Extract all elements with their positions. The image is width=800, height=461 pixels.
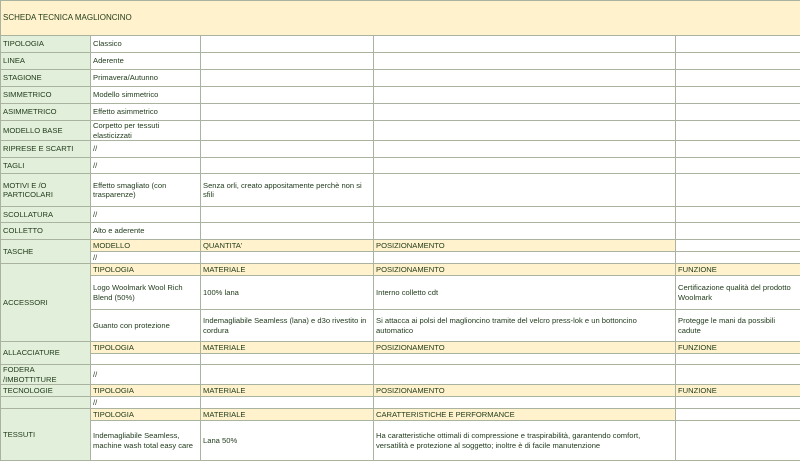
row-label-scollatura: SCOLLATURA — [1, 207, 91, 223]
empty-cell — [374, 141, 676, 158]
row-value-asimmetrico: Effetto asimmetrico — [91, 104, 201, 121]
empty-cell — [374, 87, 676, 104]
empty-cell — [374, 207, 676, 223]
row-value-linea: Aderente — [91, 53, 201, 70]
empty-cell — [374, 158, 676, 174]
row-value-colletto: Alto e aderente — [91, 223, 201, 240]
accessori-item-tipologia: Guanto con protezione — [91, 310, 201, 342]
row-label-colletto: COLLETTO — [1, 223, 91, 240]
empty-cell — [676, 409, 800, 421]
accessori-header-posizionamento: POSIZIONAMENTO — [374, 264, 676, 276]
empty-cell — [676, 70, 800, 87]
empty-cell — [201, 223, 374, 240]
empty-cell — [201, 121, 374, 141]
empty-cell — [374, 121, 676, 141]
empty-cell — [676, 223, 800, 240]
empty-cell — [374, 174, 676, 207]
tasche-value: // — [91, 252, 201, 264]
empty-cell — [676, 174, 800, 207]
allacciature-header-posizionamento: POSIZIONAMENTO — [374, 342, 676, 354]
tessuti-header-caratteristiche: CARATTERISTICHE E PERFORMANCE — [374, 409, 676, 421]
empty-cell — [201, 104, 374, 121]
sheet-title: SCHEDA TECNICA MAGLIONCINO — [1, 1, 800, 36]
row-value-tipologia: Classico — [91, 36, 201, 53]
section-label-allacciature: ALLACCIATURE — [1, 342, 91, 365]
accessori-item-materiale: 100% lana — [201, 276, 374, 310]
empty-cell — [374, 53, 676, 70]
accessori-item-posizionamento: Interno colletto cdt — [374, 276, 676, 310]
empty-cell — [201, 87, 374, 104]
tessuti-header-tipologia: TIPOLOGIA — [91, 409, 201, 421]
empty-cell — [374, 354, 676, 365]
accessori-header-tipologia: TIPOLOGIA — [91, 264, 201, 276]
empty-cell — [374, 70, 676, 87]
row-label-tagli: TAGLI — [1, 158, 91, 174]
allacciature-header-materiale: MATERIALE — [201, 342, 374, 354]
allacciature-header-funzione: FUNZIONE — [676, 342, 800, 354]
empty-cell — [676, 365, 800, 385]
accessori-item-funzione: Certificazione qualità del prodotto Woolmark — [676, 276, 800, 310]
empty-cell — [201, 365, 374, 385]
empty-cell — [676, 252, 800, 264]
empty-cell — [676, 53, 800, 70]
row-label-asimmetrico: ASIMMETRICO — [1, 104, 91, 121]
empty-cell — [374, 36, 676, 53]
row-value-tagli: // — [91, 158, 201, 174]
empty-cell — [676, 36, 800, 53]
tessuti-tipologia: Indemagliabile Seamless, machine wash total easy care — [91, 421, 201, 461]
row-value-fodera: // — [91, 365, 201, 385]
empty-cell — [201, 141, 374, 158]
empty-cell — [374, 252, 676, 264]
empty-cell — [201, 158, 374, 174]
row-value-modello-base: Corpetto per tessuti elasticizzati — [91, 121, 201, 141]
row-value-scollatura: // — [91, 207, 201, 223]
tecnologie-value: // — [91, 397, 201, 409]
empty-cell — [676, 121, 800, 141]
row-note-motivi: Senza orli, creato appositamente perchè non si sfili — [201, 174, 374, 207]
accessori-header-funzione: FUNZIONE — [676, 264, 800, 276]
empty-cell — [676, 240, 800, 252]
row-value-simmetrico: Modello simmetrico — [91, 87, 201, 104]
tecnologie-header-tipologia: TIPOLOGIA — [91, 385, 201, 397]
empty-cell — [676, 104, 800, 121]
empty-cell — [201, 207, 374, 223]
row-label-simmetrico: SIMMETRICO — [1, 87, 91, 104]
tecnologie-header-materiale: MATERIALE — [201, 385, 374, 397]
empty-cell — [676, 421, 800, 461]
accessori-item-materiale: Indemagliabile Seamless (lana) e d3o rivestito in cordura — [201, 310, 374, 342]
row-label-stagione: STAGIONE — [1, 70, 91, 87]
empty-cell — [201, 397, 374, 409]
tecnologie-header-posizionamento: POSIZIONAMENTO — [374, 385, 676, 397]
tecnologie-header-funzione: FUNZIONE — [676, 385, 800, 397]
empty-cell — [374, 365, 676, 385]
row-label-riprese: RIPRESE E SCARTI — [1, 141, 91, 158]
empty-cell — [374, 104, 676, 121]
section-label-tasche: TASCHE — [1, 240, 91, 264]
accessori-item-posizionamento: Si attacca ai polsi del maglioncino tramite del velcro press-lok e un bottoncino automatico — [374, 310, 676, 342]
row-value-motivi: Effetto smagliato (con trasparenze) — [91, 174, 201, 207]
row-label-tipologia: TIPOLOGIA — [1, 36, 91, 53]
row-label-fodera: FODERA /IMBOTTITURE — [1, 365, 91, 385]
empty-cell — [676, 158, 800, 174]
empty-cell — [201, 70, 374, 87]
empty-cell — [1, 397, 91, 409]
row-label-motivi: MOTIVI E /O PARTICOLARI — [1, 174, 91, 207]
row-label-linea: LINEA — [1, 53, 91, 70]
accessori-item-funzione: Protegge le mani da possibili cadute — [676, 310, 800, 342]
empty-cell — [676, 87, 800, 104]
empty-cell — [91, 354, 201, 365]
empty-cell — [676, 207, 800, 223]
empty-cell — [374, 397, 676, 409]
allacciature-header-tipologia: TIPOLOGIA — [91, 342, 201, 354]
tessuti-caratteristiche: Ha caratteristiche ottimali di compressione e traspirabilità, garantendo comfort, versatilità e protezione al soggetto; inoltre è di facile manutenzione — [374, 421, 676, 461]
tasche-header-modello: MODELLO — [91, 240, 201, 252]
empty-cell — [676, 397, 800, 409]
empty-cell — [676, 141, 800, 158]
tasche-header-posizionamento: POSIZIONAMENTO — [374, 240, 676, 252]
empty-cell — [374, 223, 676, 240]
empty-cell — [201, 354, 374, 365]
empty-cell — [676, 354, 800, 365]
empty-cell — [201, 36, 374, 53]
tasche-header-quantita: QUANTITA' — [201, 240, 374, 252]
section-label-accessori: ACCESSORI — [1, 264, 91, 342]
row-value-stagione: Primavera/Autunno — [91, 70, 201, 87]
tessuti-header-materiale: MATERIALE — [201, 409, 374, 421]
row-value-riprese: // — [91, 141, 201, 158]
row-label-modello-base: MODELLO BASE — [1, 121, 91, 141]
empty-cell — [201, 53, 374, 70]
section-label-tecnologie: TECNOLOGIE — [1, 385, 91, 397]
empty-cell — [201, 252, 374, 264]
accessori-header-materiale: MATERIALE — [201, 264, 374, 276]
tessuti-materiale: Lana 50% — [201, 421, 374, 461]
accessori-item-tipologia: Logo Woolmark Wool Rich Blend (50%) — [91, 276, 201, 310]
section-label-tessuti: TESSUTI — [1, 409, 91, 461]
